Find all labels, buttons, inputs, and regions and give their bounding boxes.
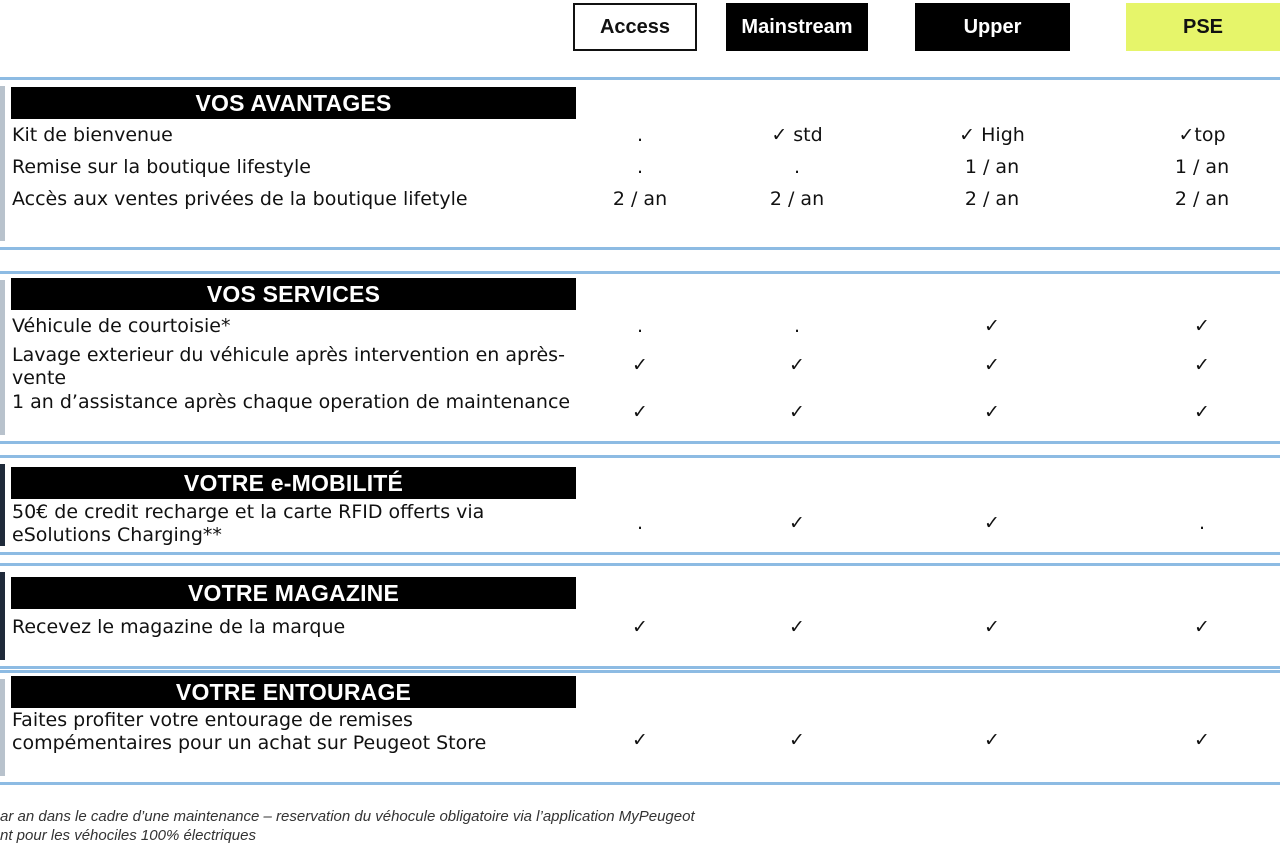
cell-mainstream: ✓ <box>789 729 805 751</box>
section-vos-services <box>0 271 1280 444</box>
cell-mainstream: 2 / an <box>769 188 825 210</box>
cell-access: 2 / an <box>612 188 668 210</box>
row-label: Accès aux ventes privées de la boutique lifetyle <box>12 188 468 210</box>
row-label: 1 an d’assistance après chaque operation de maintenance <box>12 391 571 413</box>
cell-upper: ✓ <box>984 729 1000 751</box>
section-title: VOTRE e-MOBILITÉ <box>11 467 576 499</box>
row-label: Remise sur la boutique lifestyle <box>12 156 311 178</box>
footnote: ar an dans le cadre d’une maintenance – reservation du véhocule obligatoire via l’application MyPeugeot <box>0 808 695 825</box>
section-title: VOTRE ENTOURAGE <box>11 676 576 708</box>
tier-header-access: Access <box>573 3 697 51</box>
cell-upper: 2 / an <box>964 188 1020 210</box>
cell-pse: ✓ <box>1194 354 1210 376</box>
cell-pse: 2 / an <box>1174 188 1230 210</box>
cell-mainstream: ✓ <box>789 512 805 534</box>
tier-header-upper: Upper <box>915 3 1070 51</box>
cell-upper: ✓ <box>984 401 1000 423</box>
section-votre-magazine <box>0 563 1280 669</box>
section-votre-entourage <box>0 670 1280 785</box>
cell-access: . <box>636 156 644 178</box>
section-title: VOTRE MAGAZINE <box>11 577 576 609</box>
cell-upper: ✓ <box>984 315 1000 337</box>
cell-access: ✓ <box>632 401 648 423</box>
cell-upper: 1 / an <box>964 156 1020 178</box>
section-side-image <box>0 86 5 241</box>
section-side-image <box>0 280 5 435</box>
cell-pse: 1 / an <box>1174 156 1230 178</box>
section-side-image <box>0 572 5 660</box>
section-side-image <box>0 679 5 776</box>
cell-access: . <box>636 315 644 337</box>
cell-upper: ✓ <box>984 512 1000 534</box>
row-label: Véhicule de courtoisie* <box>12 315 231 337</box>
footnote: nt pour les véhociles 100% électriques <box>0 827 256 844</box>
cell-upper: ✓ High <box>959 124 1025 146</box>
row-label: Recevez le magazine de la marque <box>12 616 346 638</box>
row-label: Faites profiter votre entourage de remises compémentaires pour un achat sur Peugeot Store <box>12 709 487 754</box>
row-label: Kit de bienvenue <box>12 124 173 146</box>
cell-pse: ✓ <box>1194 401 1210 423</box>
cell-access: ✓ <box>632 729 648 751</box>
cell-mainstream: ✓ <box>789 354 805 376</box>
cell-pse: . <box>1198 512 1206 534</box>
section-vos-avantages <box>0 77 1280 250</box>
cell-mainstream: ✓ <box>789 401 805 423</box>
cell-mainstream: ✓ std <box>771 124 823 146</box>
row-label: 50€ de credit recharge et la carte RFID offerts via eSolutions Charging** <box>12 501 485 546</box>
cell-pse: ✓ <box>1194 729 1210 751</box>
section-side-image <box>0 464 5 546</box>
cell-pse: ✓top <box>1178 124 1226 146</box>
cell-pse: ✓ <box>1194 616 1210 638</box>
cell-upper: ✓ <box>984 616 1000 638</box>
cell-mainstream: . <box>793 156 801 178</box>
cell-pse: ✓ <box>1194 315 1210 337</box>
section-title: VOS SERVICES <box>11 278 576 310</box>
cell-mainstream: . <box>793 315 801 337</box>
section-votre-e-mobilite <box>0 455 1280 555</box>
cell-access: ✓ <box>632 354 648 376</box>
cell-access: . <box>636 124 644 146</box>
section-title: VOS AVANTAGES <box>11 87 576 119</box>
cell-upper: ✓ <box>984 354 1000 376</box>
cell-mainstream: ✓ <box>789 616 805 638</box>
cell-access: ✓ <box>632 616 648 638</box>
row-label: Lavage exterieur du véhicule après intervention en après-vente <box>12 344 565 389</box>
tier-header-pse: PSE <box>1126 3 1280 51</box>
cell-access: . <box>636 512 644 534</box>
tier-header-mainstream: Mainstream <box>726 3 868 51</box>
